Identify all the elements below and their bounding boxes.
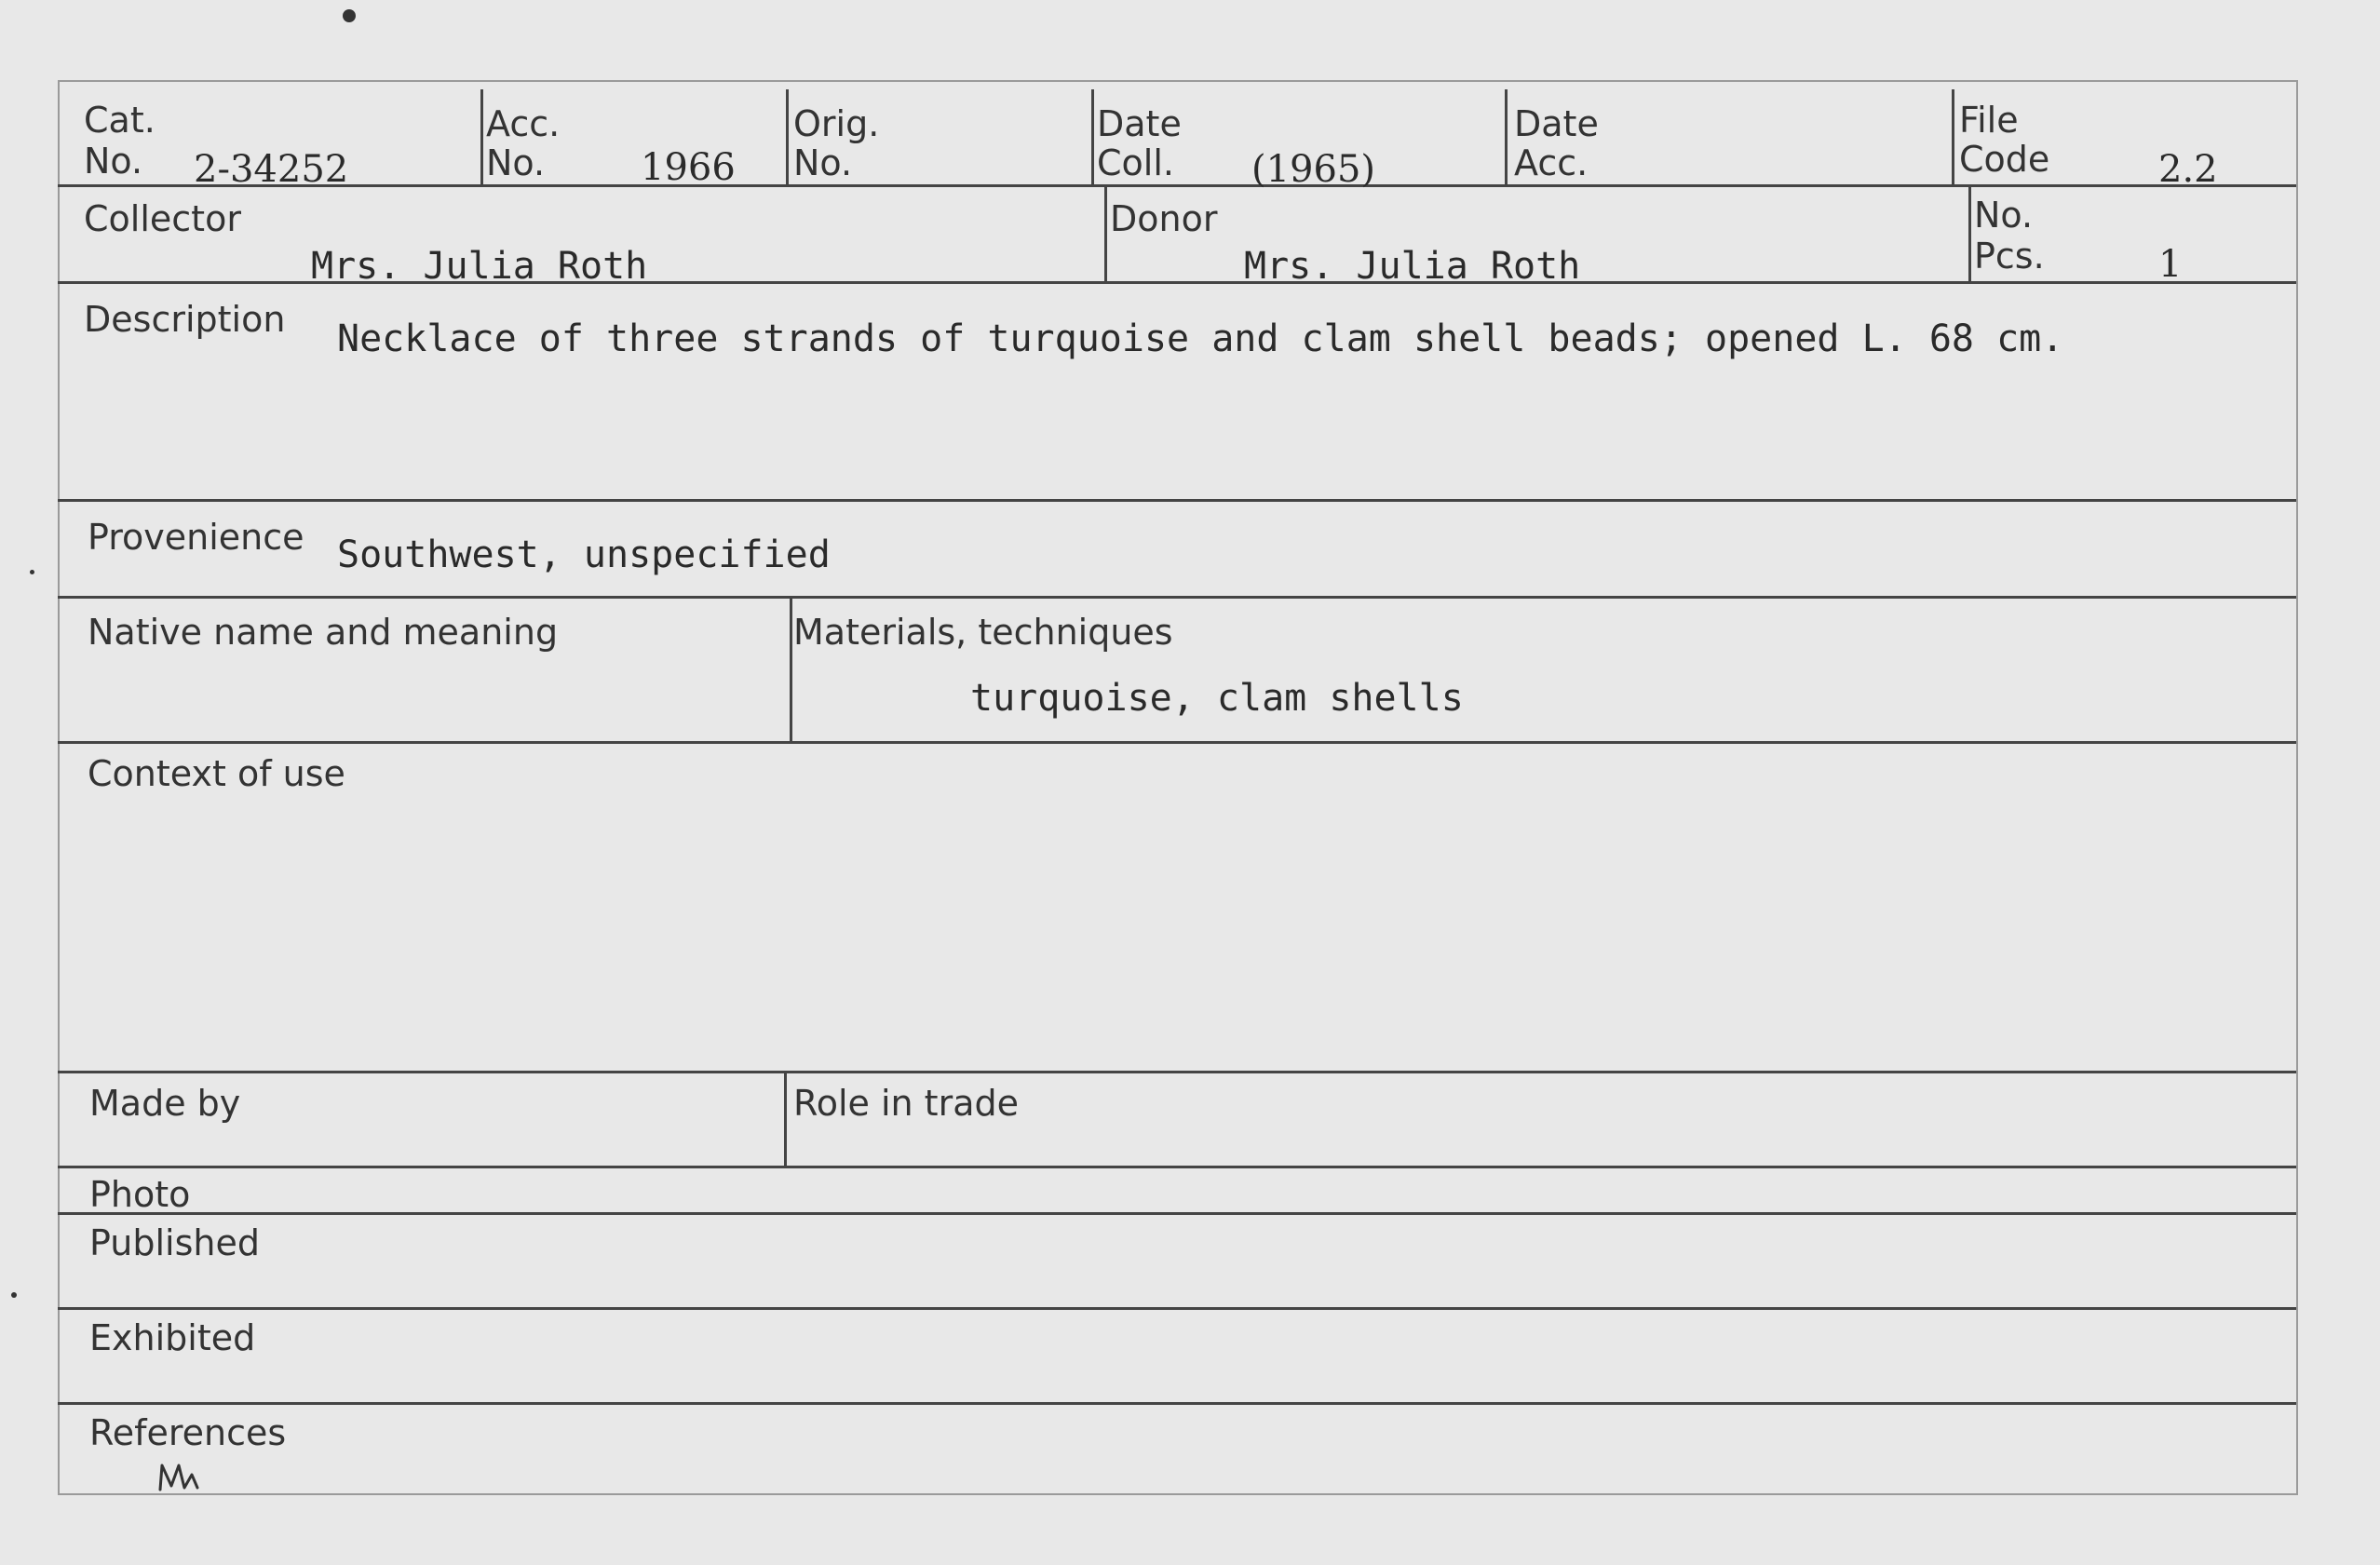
divider-donor: [1104, 186, 1107, 283]
exhibited-label: Exhibited: [89, 1317, 256, 1358]
date-coll-value: (1965): [1251, 148, 1376, 191]
published-label: Published: [89, 1222, 260, 1263]
materials-value: turquoise, clam shells: [970, 677, 1464, 720]
rule-exhibited: [58, 1402, 2296, 1405]
cat-no-value: 2-34252: [194, 148, 349, 191]
card-border-right: [2296, 80, 2298, 1495]
native-name-label: Native name and meaning: [88, 612, 559, 653]
collector-value: Mrs. Julia Roth: [311, 245, 648, 288]
context-label: Context of use: [88, 753, 345, 794]
divider-role: [784, 1073, 787, 1167]
made-by-label: Made by: [89, 1083, 241, 1124]
orig-label: Orig.: [793, 103, 880, 144]
rule-materials: [58, 741, 2296, 744]
file-code-value: 2.2: [2158, 148, 2218, 191]
role-label: Role in trade: [793, 1083, 1019, 1124]
references-label: References: [89, 1412, 287, 1453]
divider-orig: [786, 89, 789, 186]
divider-acc: [480, 89, 483, 186]
rule-header: [58, 184, 2296, 187]
card-border-left: [58, 80, 60, 1495]
speck-mark: [343, 9, 356, 22]
divider-materials: [790, 598, 792, 743]
acc-no-label: No.: [486, 142, 546, 183]
rule-context: [58, 1071, 2296, 1073]
date-acc-label-2: Acc.: [1514, 142, 1589, 183]
cat-label: Cat.: [84, 100, 156, 141]
cat-no-label: No.: [84, 141, 143, 182]
file-code-label-2: Code: [1959, 139, 2050, 180]
acc-no-value: 1966: [641, 146, 736, 189]
photo-label: Photo: [89, 1174, 191, 1215]
card-border-bottom: [58, 1493, 2296, 1495]
date-coll-label: Date: [1097, 103, 1182, 144]
provenience-value: Southwest, unspecified: [337, 533, 831, 576]
materials-label: Materials, techniques: [793, 612, 1173, 653]
divider-file-code: [1952, 89, 1954, 186]
date-coll-label-2: Coll.: [1097, 142, 1174, 183]
date-acc-label: Date: [1514, 103, 1599, 144]
rule-provenience: [58, 596, 2296, 599]
rule-published: [58, 1307, 2296, 1310]
file-code-label: File: [1959, 100, 2019, 141]
description-value: Necklace of three strands of turquoise and clam shell beads; opened L. 68 cm.: [337, 317, 2064, 360]
pcs-label: Pcs.: [1974, 236, 2045, 277]
donor-value: Mrs. Julia Roth: [1244, 245, 1581, 288]
orig-no-label: No.: [793, 142, 853, 183]
card-border-top: [58, 80, 2296, 82]
acc-label: Acc.: [486, 103, 561, 144]
provenience-label: Provenience: [88, 517, 304, 558]
pcs-no-label: No.: [1974, 195, 2034, 236]
speck-mark-left: [11, 1292, 17, 1298]
rule-photo: [58, 1212, 2296, 1215]
description-label: Description: [84, 299, 286, 340]
initials-mark-icon: [156, 1458, 201, 1495]
speck-mark-left-2: [30, 570, 34, 574]
donor-label: Donor: [1110, 198, 1218, 239]
rule-description: [58, 499, 2296, 502]
pcs-value: 1: [2158, 243, 2183, 286]
divider-date-coll: [1091, 89, 1094, 186]
rule-made-by: [58, 1166, 2296, 1168]
collector-label: Collector: [84, 198, 241, 239]
divider-date-acc: [1505, 89, 1508, 186]
divider-pcs: [1968, 186, 1971, 283]
